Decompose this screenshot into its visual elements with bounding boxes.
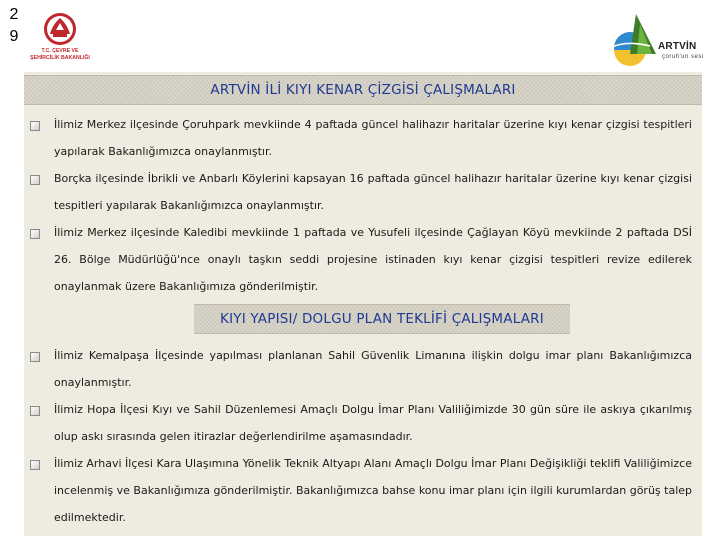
section2-item-2: İlimiz Hopa İlçesi Kıyı ve Sahil Düzenlemesi Amaçlı Dolgu İmar Planı Valiliğimizde 30 gün süre ile askıya çıkarılmış olup askı sırasında gelen itirazlar değerlendirilme aşamasındadır. bbox=[54, 403, 692, 443]
content-panel bbox=[24, 72, 702, 536]
bullet-icon bbox=[30, 229, 40, 239]
ministry-emblem-icon bbox=[20, 10, 100, 48]
section1-item-3: İlimiz Merkez ilçesinde Kaledibi mevkiinde 1 paftada ve Yusufeli ilçesinde Çağlayan Köyü mevkiinde 2 paftada DSİ 26. Bölge Müdürlüğü'nce onaylı taşkın seddi projesine istinaden kıyı kenar çizgisi tespitleri revize edilerek onaylanmak üzere Bakanlığımıza gönderilmiştir. bbox=[54, 226, 692, 293]
bullet-icon bbox=[30, 121, 40, 131]
bullet-icon bbox=[30, 460, 40, 470]
artvin-slogan: çoruh'un sesi bbox=[662, 54, 704, 60]
section2-item-3: İlimiz Arhavi İlçesi Kara Ulaşımına Yönelik Teknik Altyapı Alanı Amaçlı Dolgu İmar Planı Değişikliği teklifi Valiliğimizce incelenmiş ve Bakanlığımıza gönderilmiştir. Bakanlığımızca bahse konu imar planı için ilgili kurumlardan görüş talep edilmektedir. bbox=[54, 457, 693, 524]
bullet-icon bbox=[30, 352, 40, 362]
bullet-icon bbox=[30, 175, 40, 185]
bullet-icon bbox=[30, 406, 40, 416]
section2-title: KIYI YAPISI/ DOLGU PLAN TEKLİFİ ÇALIŞMALARI bbox=[220, 311, 544, 327]
ministry-name-line1: T.C. ÇEVRE VE bbox=[41, 48, 79, 54]
page-number: 2 9 bbox=[9, 6, 19, 45]
ministry-name-line2: ŞEHİRCİLİK BAKANLIĞI bbox=[30, 54, 90, 61]
section1-item-2: Borçka ilçesinde İbrikli ve Anbarlı Köylerini kapsayan 16 paftada güncel halihazır haritalar üzerine kıyı kenar çizgisi tespitleri yapılarak Bakanlığımızca onaylanmıştır. bbox=[54, 172, 692, 212]
artvin-brand: ARTVİN bbox=[658, 41, 697, 52]
section2-banner bbox=[194, 304, 570, 334]
ministry-logo bbox=[20, 10, 100, 68]
section1-title: ARTVİN İLİ KIYI KENAR ÇİZGİSİ ÇALIŞMALARI bbox=[210, 82, 516, 98]
ministry-name bbox=[20, 48, 100, 61]
artvin-emblem-icon bbox=[606, 10, 706, 70]
section1-item-1: İlimiz Merkez ilçesinde Çoruhpark mevkiinde 4 paftada güncel halihazır haritalar üzerine kıyı kenar çizgisi tespitleri yapılarak Bakanlığımızca onaylanmıştır. bbox=[54, 118, 692, 158]
section1-banner bbox=[24, 75, 702, 105]
section2-item-1: İlimiz Kemalpaşa İlçesinde yapılması planlanan Sahil Güvenlik Limanına ilişkin dolgu imar planı Bakanlığımızca onaylanmıştır. bbox=[54, 349, 692, 389]
artvin-logo bbox=[606, 10, 706, 70]
